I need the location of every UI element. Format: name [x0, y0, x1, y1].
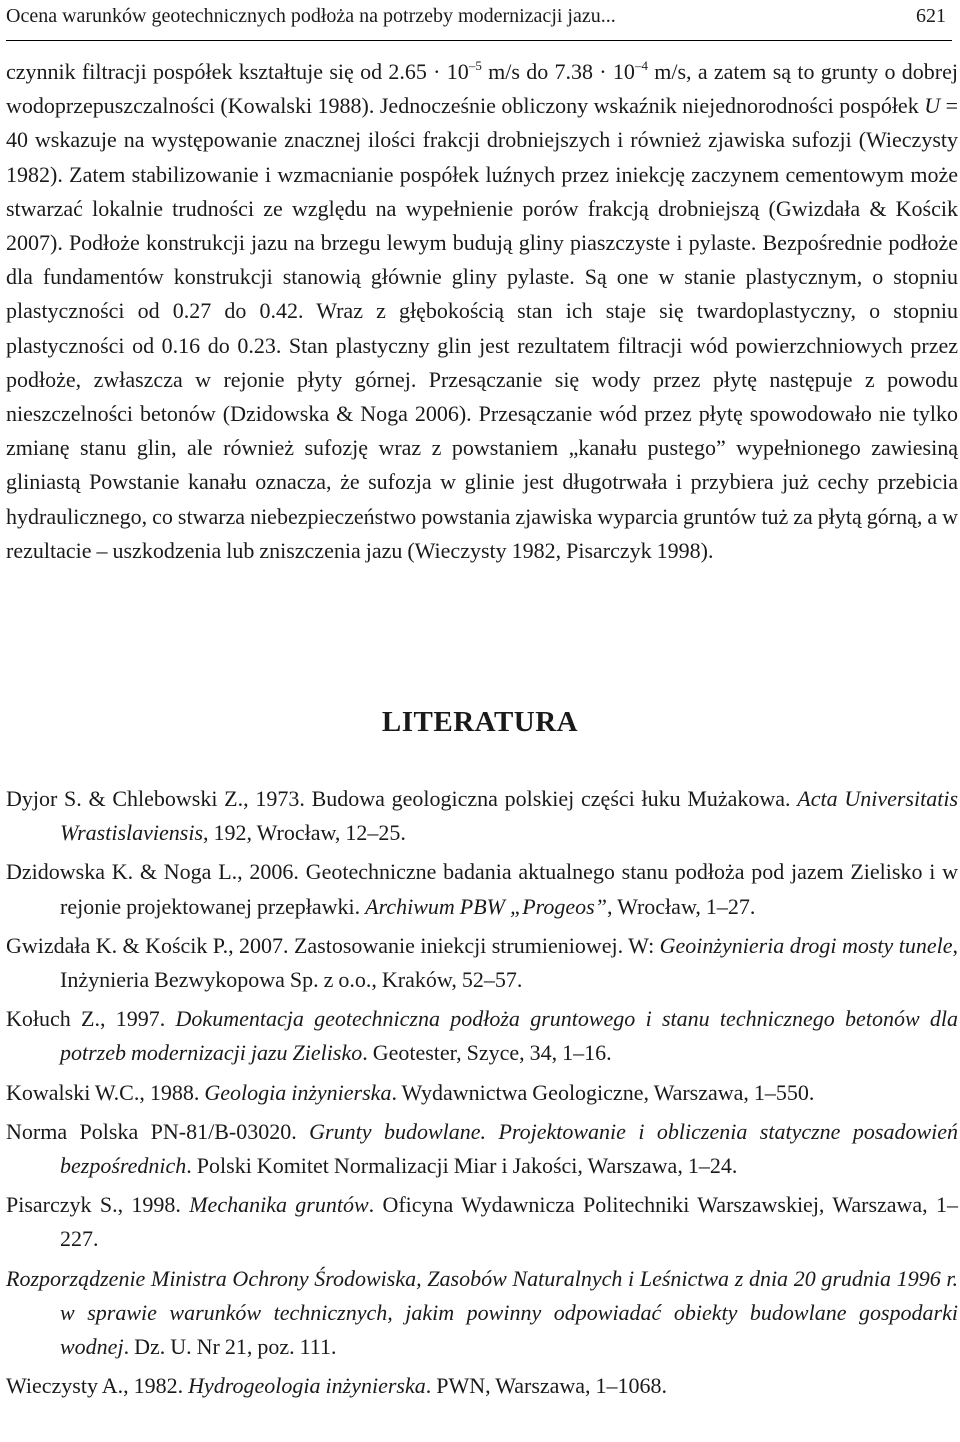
ref-text: Kowalski W.C., 1988. — [6, 1079, 205, 1105]
ref-text: Kołuch Z., 1997. — [6, 1006, 176, 1032]
running-title: Ocena warunków geotechnicznych podłoża na potrzeby modernizacji jazu... — [6, 5, 616, 27]
ref-text: Gwizdała K. & Kościk P., 2007. Zastosowanie iniekcji strumieniowej. W: — [6, 932, 660, 958]
reference-item — [6, 1115, 958, 1183]
reference-item — [6, 1369, 958, 1403]
ref-text: . Dz. U. Nr 21, poz. 111. — [123, 1334, 337, 1360]
ref-text: Dyjor S. & Chlebowski Z., 1973. Budowa geologiczna polskiej części łuku Mużakowa. — [6, 786, 798, 811]
reference-item — [6, 929, 958, 997]
exponent: –4 — [634, 58, 648, 73]
variable: U — [924, 93, 941, 119]
ref-text: Dzidowska K. & Noga L., 2006. Geotechniczne badania aktualnego stanu podłoża pod jazem Zielisko i w rejonie projektowanej przepławki. — [6, 859, 958, 919]
section-heading: LITERATURA — [381, 706, 579, 738]
ref-text: Pisarczyk S., 1998. — [6, 1192, 190, 1218]
reference-item — [6, 1262, 958, 1365]
reference-item — [6, 1002, 958, 1070]
ref-title: Geoinżynieria drogi mosty tunele — [659, 932, 953, 958]
page-number: 621 — [916, 5, 946, 27]
ref-text: Wieczysty A., 1982. — [6, 1373, 189, 1399]
ref-title: Geologia inżynierska — [204, 1079, 392, 1105]
text-run: m/s, a zatem są to grunty o dobrej wodoprzepuszczalności (Kowalski 1988). Jednocześnie obliczony wskaźnik niejednorodności pospółek — [6, 59, 958, 119]
body-text — [6, 55, 958, 568]
ref-text: , Wrocław, 1–27. — [606, 893, 756, 919]
ref-title: Grunty budowlane. Projektowanie i obliczenia statyczne posadowień bezpośrednich — [60, 1118, 958, 1179]
reference-list — [6, 782, 958, 1408]
exponent: –5 — [468, 58, 482, 73]
text-run: czynnik filtracji pospółek kształtuje się od 2.65 · 10 — [6, 59, 469, 84]
ref-title: Rozporządzenie Ministra Ochrony Środowiska, Zasobów Naturalnych i Leśnictwa z dnia 20 grudnia 1996 r. — [6, 1265, 958, 1291]
ref-text: . Oficyna Wydawnicza Politechniki Warszawskiej, Warszawa, 1–227. — [60, 1192, 959, 1252]
body-paragraph — [6, 55, 958, 568]
ref-text: Norma Polska PN-81/B-03020. — [6, 1118, 310, 1144]
reference-item — [6, 855, 958, 923]
ref-title: Dokumentacja geotechniczna podłoża gruntowego i stanu technicznego betonów dla potrzeb modernizacji jazu Zielisko — [60, 1006, 959, 1066]
ref-text: , Inżynieria Bezwykopowa Sp. z o.o., Kraków, 52–57. — [60, 932, 958, 993]
text-run: = 40 wskazuje na występowanie znacznej ilości frakcji drobniejszych i również zjawiska sufozji (Wieczysty 1982). Zatem stabilizowanie i wzmacnianie pospółek luźnych przez iniekcję zaczynem cementowym może stwarzać lokalnie trudności ze względu na wypełnienie porów frakcją drobniejszą (Gwizdała & Kościk 2007). Podłoże konstrukcji jazu na brzegu lewym budują gliny piaszczyste i pylaste. Bezpośrednie podłoże dla fundamentów konstrukcji stanowią głównie gliny pylaste. Są one w stanie plastycznym, o stopniu plastyczności od 0.27 do 0.42. Wraz z głębokością stan ich staje się twardoplastyczny, o stopniu plastyczności od 0.16 do 0.23. Stan plastyczny glin jest rezultatem filtracji wód powierzchniowych przez podłoże, zwłaszcza w rejonie płyty górnej. Przesączanie się wody przez płytę następuje z powodu nieszczelności betonów (Dzidowska & Noga 2006). Przesączanie wód przez płytę spowodowało nie tylko zmianę stanu glin, ale również sufozję wraz z powstaniem „kanału pustego” wypełnionego zawiesiną gliniastą Powstanie kanału oznacza, że sufozja w glinie jest długotrwała i przybiera już cechy przebicia hydraulicznego, co stwarza niebezpieczeństwo powstania zjawiska wyparcia gruntów tuż za płytą górną, a w rezultacie – uszkodzenia lub zniszczenia jazu (Wieczysty 1982, Pisarczyk 1998). — [6, 93, 958, 563]
ref-text: . Polski Komitet Normalizacji Miar i Jakości, Warszawa, 1–24. — [186, 1153, 738, 1179]
ref-title: Hydrogeologia inżynierska — [188, 1373, 426, 1399]
ref-title: w sprawie warunków technicznych, jakim powinny odpowiadać obiekty budowlane gospodarki wodnej — [60, 1299, 958, 1360]
ref-text: , 192, Wrocław, 12–25. — [203, 820, 406, 846]
ref-title: Acta Universitatis Wrastislaviensis — [60, 786, 959, 846]
ref-text: . Geotester, Szyce, 34, 1–16. — [362, 1040, 612, 1066]
reference-item — [6, 1076, 958, 1110]
ref-title: Archiwum PBW „Progeos” — [365, 893, 607, 919]
reference-item — [6, 782, 958, 850]
ref-text: . PWN, Warszawa, 1–1068. — [425, 1373, 668, 1399]
reference-item — [6, 1188, 958, 1256]
ref-title: Mechanika gruntów — [189, 1192, 369, 1218]
ref-text: . Wydawnictwa Geologiczne, Warszawa, 1–550. — [391, 1079, 815, 1105]
text-run: m/s do 7.38 · 10 — [481, 59, 635, 84]
running-header — [6, 0, 952, 41]
